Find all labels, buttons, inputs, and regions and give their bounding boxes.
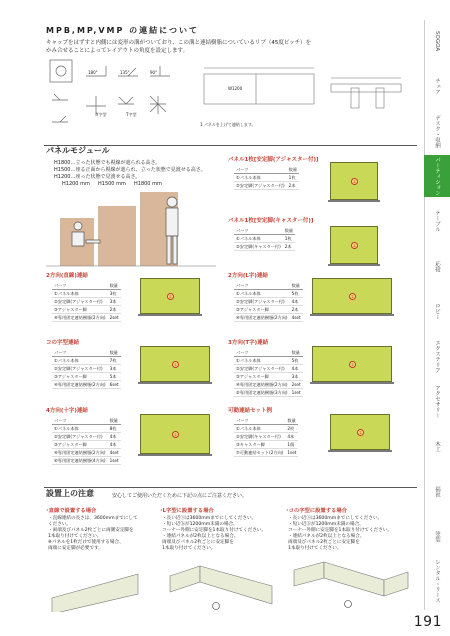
parts-row: ②安定脚(アジャスター付) 4本 bbox=[234, 298, 303, 306]
side-tab-7[interactable]: エクステリア bbox=[434, 339, 440, 373]
caution-line: コーナー外側に安定脚を1本取り付けてください。 bbox=[288, 528, 392, 533]
caution-line: 1本取り付けてください。 bbox=[48, 534, 102, 539]
set-title-6: 4方向(十字)連結 bbox=[46, 408, 88, 414]
side-tab-2[interactable]: デスク・収納 bbox=[434, 114, 440, 148]
parts-row: ②安定脚(アジャスター付) 2本 bbox=[234, 182, 299, 190]
panel-foot bbox=[310, 382, 394, 384]
parts-row: ③アジャスター脚 3本 bbox=[234, 373, 303, 381]
caution-line: 両端及びパネル2枚ごとに安定脚を bbox=[288, 540, 360, 545]
caution-line: 両端及びパネル2枚ごとに安定脚を bbox=[162, 540, 234, 545]
caution-line: コーナー外側に安定脚を1本取り付けてください。 bbox=[162, 528, 266, 533]
panel-foot bbox=[328, 450, 392, 452]
parts-row: ④専用固定連結樹脂(2方向) 6set bbox=[54, 381, 119, 387]
side-tab-12[interactable]: レンタル・リース bbox=[434, 559, 440, 603]
parts-table-5 bbox=[234, 349, 303, 397]
parts-row: パーツ 数量 bbox=[52, 349, 121, 357]
angle-90: 90° bbox=[150, 70, 158, 75]
side-tab-0[interactable]: SOGOA bbox=[434, 30, 440, 52]
panel-marker: ① bbox=[350, 362, 355, 367]
parts-row: ②安定脚(キャスター付) 2本 bbox=[234, 243, 295, 251]
panel-marker: ① bbox=[173, 362, 178, 367]
panel-foot bbox=[138, 382, 212, 384]
set-title-4: コの字型連結 bbox=[46, 340, 80, 346]
caution-line: 両端に安定脚が必要です。 bbox=[48, 546, 103, 551]
module-h1800: H1800…立った状態でも視線が遮られる高さ。 bbox=[54, 160, 161, 166]
connector-diagrams bbox=[46, 56, 196, 136]
parts-row: ①パネル本体 8枚 bbox=[52, 425, 121, 433]
caution-line: ・直線連結の長さは、3600mmまでにして bbox=[48, 516, 138, 521]
panel-marker: ① bbox=[352, 243, 357, 248]
caution-line: 1本取り付けてください。 bbox=[288, 546, 342, 551]
parts-row: ①パネル本体 1枚 bbox=[234, 174, 299, 182]
caution-line: ・連結パネルが2枚以上となる場合、 bbox=[162, 534, 239, 539]
set-title-2: 2方向(直線)連結 bbox=[46, 273, 88, 279]
caution-line: 1本取り付けてください。 bbox=[162, 546, 216, 551]
parts-row: パーツ 数量 bbox=[52, 417, 121, 425]
panel-foot bbox=[310, 314, 394, 316]
side-index bbox=[424, 20, 450, 610]
parts-table-7 bbox=[234, 417, 298, 457]
set-title-5: 3方向(T字)連結 bbox=[228, 340, 269, 346]
panel-foot bbox=[328, 200, 380, 202]
parts-row: ③アジャスター脚 5本 bbox=[52, 373, 121, 381]
parts-row: パーツ 数量 bbox=[234, 282, 303, 290]
caution-line: ・短い辺ⓑが1200mm未満の場合、 bbox=[162, 522, 238, 527]
panel-foot bbox=[328, 264, 380, 266]
parts-row: ①パネル本体 5枚 bbox=[234, 290, 303, 298]
y-shape-label: Y字型 bbox=[96, 112, 107, 117]
caution-line: ・長い辺ⓐは3600mmまでにしてください。 bbox=[288, 516, 383, 521]
parts-row: ③アジャスター脚 2本 bbox=[52, 306, 121, 314]
caution-line: ・短い辺ⓑが1200mm未満の場合、 bbox=[288, 522, 364, 527]
parts-table-6 bbox=[52, 417, 121, 465]
divider-bottom bbox=[44, 487, 417, 488]
panel-foot bbox=[138, 454, 212, 456]
caution-sub: 安心してご使用いただくために下記の点にご注意ください。 bbox=[112, 493, 248, 499]
caution-line: ・長い辺ⓐは3600mmまでにしてください。 bbox=[162, 516, 257, 521]
angle-180: 180° bbox=[88, 70, 98, 75]
panel-foot bbox=[138, 314, 202, 316]
dimension-diagram bbox=[196, 54, 416, 144]
parts-row: ④専用固定連結樹脂(2方向) 2set bbox=[236, 381, 301, 387]
panel-marker: ① bbox=[173, 432, 178, 437]
parts-row: ②安定脚(アジャスター付) 4本 bbox=[234, 365, 303, 373]
side-tab-1[interactable]: チェア bbox=[434, 77, 440, 95]
caution-straight-heading: ･直線で設置する場合 bbox=[46, 508, 97, 514]
page-number: 191 bbox=[413, 614, 442, 630]
connection-title: MPB,MP,VMP の連結について bbox=[46, 26, 199, 35]
parts-row: ①パネル本体 3枚 bbox=[52, 290, 121, 298]
caution-line: ・連結パネルが2枚以上となる場合、 bbox=[288, 534, 365, 539]
panel-marker: ① bbox=[352, 179, 357, 184]
width-label: W1200 bbox=[228, 86, 243, 91]
module-title: パネルモジュール bbox=[46, 146, 110, 155]
parts-table-2 bbox=[52, 282, 121, 322]
parts-row: ⑦可動連結セット(2方向) 1set bbox=[236, 449, 297, 455]
parts-row: ②安定脚(アジャスター付) 4本 bbox=[52, 433, 121, 441]
side-tab-8[interactable]: アクセサリー bbox=[434, 384, 440, 418]
parts-row: ②安定脚(アジャスター付) 3本 bbox=[52, 365, 121, 373]
caution-line: ください。 bbox=[48, 522, 71, 527]
parts-row: パーツ 数量 bbox=[236, 227, 294, 233]
l-shape-diagram bbox=[160, 556, 280, 612]
panel-marker: ① bbox=[350, 294, 355, 299]
parts-row: パーツ 数量 bbox=[236, 166, 298, 172]
side-tab-3[interactable]: パーティション bbox=[424, 155, 450, 197]
parts-row: ③アジャスター脚 4本 bbox=[52, 441, 121, 449]
caution-line: ※パネルを1枚だけで使用する場合、 bbox=[48, 540, 124, 545]
parts-table-1 bbox=[234, 227, 295, 251]
parts-row: ①パネル本体 1枚 bbox=[234, 235, 295, 243]
module-h1200: H1200…座った状態で見渡せる高さ。 bbox=[54, 174, 141, 180]
connection-desc-1: キャップをはずすと内側には変形の溝がついており、この溝と連結樹脂についているリブ（45度ピッチ）を bbox=[46, 40, 312, 46]
set-title-7: 可動連結セット例 bbox=[228, 408, 273, 414]
parts-row: ⑥専用固定連結樹脂(4方向) 1set bbox=[54, 457, 119, 463]
set-title-1: パネル1枚[安定脚(キャスター付)] bbox=[228, 218, 314, 224]
caution-u-heading: ･コの字型に設置する場合 bbox=[286, 508, 347, 514]
caution-title: 設置上の注意 bbox=[46, 489, 94, 498]
parts-row: ④専用固定連結樹脂(2方向) 2set bbox=[54, 314, 119, 320]
set-title-0: パネル1枚[安定脚(アジャスター付)] bbox=[228, 157, 319, 163]
top-note: 1 パネルを上げて連結します。 bbox=[200, 122, 256, 127]
parts-row: ④専用固定連結樹脂(2方向) 4set bbox=[236, 314, 301, 320]
parts-table-0 bbox=[234, 166, 299, 190]
side-tab-11[interactable]: 塗装 bbox=[434, 530, 440, 542]
height-1500: H1500 mm bbox=[98, 181, 126, 187]
parts-row: ③キャスター脚 1個 bbox=[234, 441, 298, 449]
side-tab-6[interactable]: ロビー bbox=[434, 302, 440, 320]
parts-row: ①パネル本体 2枚 bbox=[234, 425, 298, 433]
parts-row: ①パネル本体 7枚 bbox=[52, 357, 121, 365]
parts-row: パーツ 数量 bbox=[234, 417, 298, 425]
height-1800: H1800 mm bbox=[134, 181, 162, 187]
parts-row: ④専用固定連結樹脂(2方向) 4set bbox=[54, 449, 119, 455]
parts-row: パーツ 数量 bbox=[234, 349, 303, 357]
module-h1500: H1500…座る正面から視線が遮られ、立った状態で見渡せる高さ。 bbox=[54, 167, 206, 173]
set-title-3: 2方向(L字)連結 bbox=[228, 273, 268, 279]
parts-row: ②安定脚(キャスター付) 4本 bbox=[234, 433, 298, 441]
u-shape-diagram bbox=[284, 556, 414, 612]
side-tab-9[interactable]: 木工 bbox=[434, 440, 440, 452]
caution-l-heading: ･L字型に設置する場合 bbox=[160, 508, 214, 514]
connection-desc-2: かみ合せることによってレイアウトの角度を設定します。 bbox=[46, 48, 189, 54]
parts-row: ①パネル本体 5枚 bbox=[234, 357, 303, 365]
parts-table-3 bbox=[234, 282, 303, 322]
height-illustration bbox=[46, 188, 218, 268]
angle-135: 135° bbox=[120, 70, 130, 75]
height-1200: H1200 mm bbox=[62, 181, 90, 187]
parts-row: パーツ 数量 bbox=[52, 282, 121, 290]
side-tab-5[interactable]: 応接 bbox=[434, 260, 440, 272]
panel-marker: ① bbox=[358, 430, 363, 435]
side-tab-10[interactable]: 福祉 bbox=[434, 485, 440, 497]
side-tab-4[interactable]: テーブル bbox=[434, 210, 440, 232]
straight-diagram bbox=[48, 560, 158, 612]
parts-row: ⑤専用固定連結樹脂(3方向) 1set bbox=[236, 389, 301, 395]
parts-row: ②安定脚(アジャスター付) 3本 bbox=[52, 298, 121, 306]
parts-table-4 bbox=[52, 349, 121, 389]
panel-marker: ① bbox=[168, 294, 173, 299]
caution-line: ・両端及びパネル2枚ごとに両側安定脚を bbox=[48, 528, 134, 533]
t-shape-label: T字型 bbox=[126, 112, 137, 117]
parts-row: ③アジャスター脚 2本 bbox=[234, 306, 303, 314]
